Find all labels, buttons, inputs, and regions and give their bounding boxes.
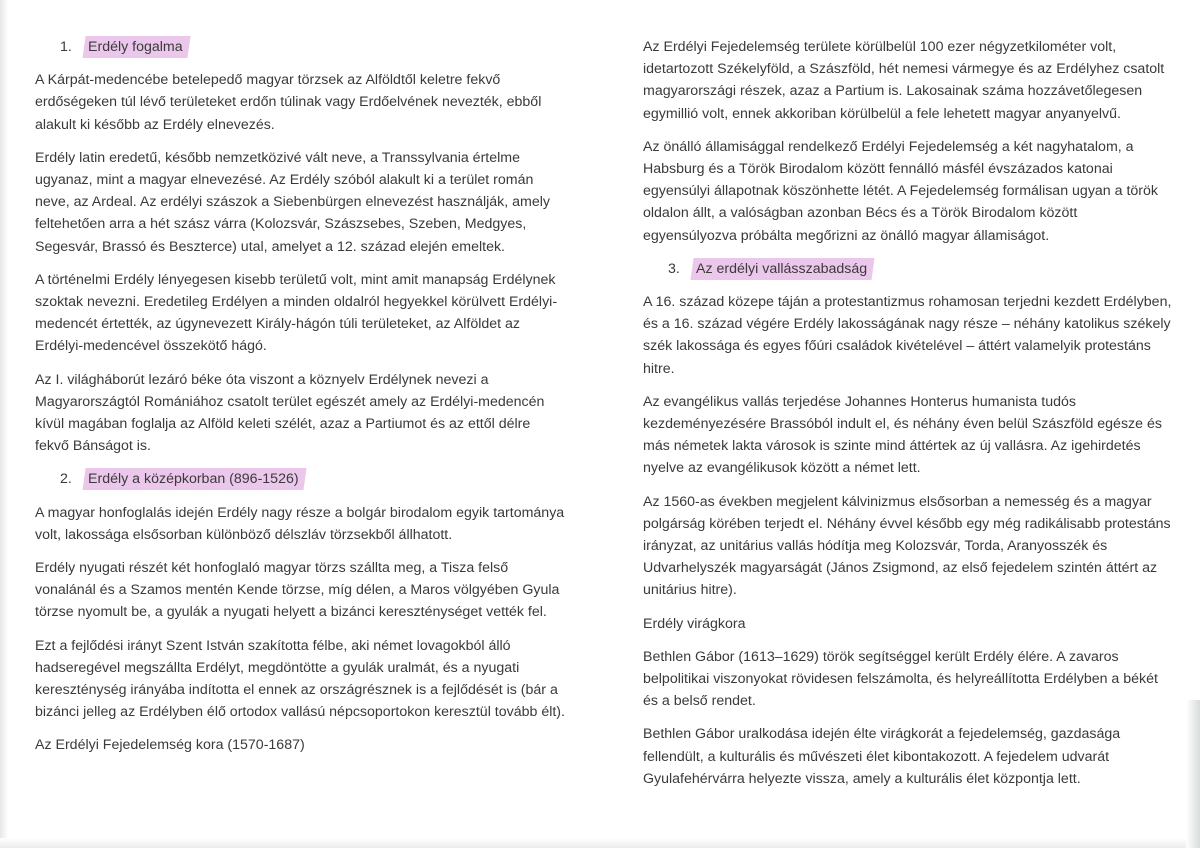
section-heading-2 — [35, 468, 565, 490]
paragraph: Az evangélikus vallás terjedése Johannes Honterus humanista tudós kezdeményezésére Brassóból indult el, és néhány éven belül Szászföld egésze és más németek lakta városok is szinte mind áttértek az új vallásra. Az igehirdetés nyelve az evangélikusok között a német lett. — [643, 393, 1162, 477]
section-number: 2. — [60, 471, 72, 488]
paragraph: Erdély latin eredetű, később nemzetközivé vált neve, a Transsylvania értelme ugyanaz, mint a magyar elnevezésé. Az Erdély szóból alakult ki a terület román neve, az Ardeal. Az erdélyi szászok a Siebenbürgen elnevezést használják, amely feltehetően arra a hét szász várra (Kolozsvár, Szászsebes, Szeben, Medgyes, Segesvár, Brassó és Beszterce) utal, amelyet a 12. század elején emeltek. — [35, 149, 550, 255]
paragraph: A 16. század közepe táján a protestantizmus rohamosan terjedni kezdett Erdélyben, és a 16. század végére Erdély lakosságának nagy része – néhány katolikus székely szék lakossága és egyes főúri családok kivételével – áttért valamelyik protestáns hitre. — [643, 294, 1172, 377]
paragraph: A Kárpát-medencébe betelepedő magyar törzsek az Alföldtől keletre fekvő erdőségeken túl lévő területeket erdőn túlinak vagy Erdőelvének nevezték, ebből alakult ki később az Erdély elnevezés. — [35, 72, 542, 133]
paragraph: Bethlen Gábor (1613–1629) török segítséggel került Erdély élére. A zavaros belpolitikai viszonyokat rövidesen felszámolta, és helyreállította Erdélyben a békét és a belső rendet. — [643, 648, 1158, 710]
scan-shadow-left — [0, 0, 8, 848]
scan-shadow-bottom — [0, 838, 1200, 848]
paragraph: Az Erdélyi Fejedelemség területe körülbelül 100 ezer négyzetkilométer volt, idetartozott Székelyföld, a Szászföld, hét nemesi vármegye és az Erdélyhez csatolt magyarországi részek, azaz a Partium is. Lakosainak száma hozzávetőlegesen egymillió volt, ennek akkoriban körülbelül a fele lehetett magyar anyanyelvű. — [643, 39, 1165, 122]
section-number: 1. — [60, 39, 72, 55]
section-heading-3 — [643, 258, 1173, 280]
paragraph: Az I. világháborút lezáró béke óta viszont a köznyelv Erdélynek nevezi a Magyarországtól Romániához csatolt terület egészét amely az Erdélyi-medencén kívül magában foglalja az Alföld keleti szélét, azaz a Partiumot és az ettől délre fekvő Bánságot is. — [35, 371, 545, 455]
section-title: Erdély a középkorban (896-1526) — [88, 471, 299, 488]
paragraph: Ezt a fejlődési irányt Szent István szakította félbe, aki német lovagokból álló hadseregével megszállta Erdélyt, megdöntötte a gyulák uralmát, és a nyugati kereszténység irányába indította el ennek az országrésznek is a fejlődését is (bár a bizánci jelleg az Erdélyben élő ortodox vallású népcsoportokon keresztül tovább élt). — [35, 637, 565, 721]
subheading: Az Erdélyi Fejedelemség kora (1570-1687) — [35, 737, 305, 754]
right-column — [643, 36, 1173, 801]
highlight-mark — [82, 468, 306, 490]
paragraph: A történelmi Erdély lényegesen kisebb területű volt, mint amit manapság Erdélynek szoktak nevezni. Eredetileg Erdélyen a minden oldalról hegyekkel körülvett Erdélyi-medencét értették, az úgynevezett Király-hágón túli területeket, az Alföldet az Erdélyi-medencével összekötő hágó. — [35, 271, 558, 355]
section-title: Erdély fogalma — [88, 39, 183, 55]
paragraph: A magyar honfoglalás idején Erdély nagy része a bolgár birodalom egyik tartománya volt, lakossága elsősorban különböző délszláv törzsekből állhatott. — [35, 504, 565, 543]
section-title: Az erdélyi vallásszabadság — [696, 260, 868, 277]
paragraph: Az 1560-as években megjelent kálvinizmus elsősorban a nemesség és a magyar polgárság körében terjedt el. Néhány évvel később egy még radikálisabb protestáns irányzat, az unitárius vallás hódítja meg Kolozsvár, Torda, Aranyosszék és Udvarhelyszék magyarságát (János Zsigmond, az első fejedelem szintén áttért az unitárius hitre). — [643, 493, 1171, 599]
left-column — [35, 0, 565, 768]
paragraph: Bethlen Gábor uralkodása idején élte virágkorát a fejedelemség, gazdasága fellendült, a kulturális és művészeti élet kibontakozott. A fejedelem udvarát Gyulafehérvárra helyezte vissza, amely a kulturális élet központja lett. — [643, 726, 1121, 787]
subheading: Erdély virágkora — [643, 615, 746, 632]
scan-shadow-right — [1186, 700, 1200, 848]
highlight-mark — [690, 258, 874, 280]
highlight-mark — [82, 36, 190, 58]
paragraph: Erdély nyugati részét két honfoglaló magyar törzs szállta meg, a Tisza felső vonalánál és a Szamos mentén Kende törzse, míg délen, a Maros völgyében Gyula törzse nyomult be, a gyulák a nyugati helyett a bizánci kereszténységet vették fel. — [35, 560, 560, 621]
paragraph: Az önálló államisággal rendelkező Erdélyi Fejedelemség a két nagyhatalom, a Habsburg és a Török Birodalom között fennálló másfél évszázados katonai egyensúlyi állapotnak köszönhette létét. A Fejedelemség formálisan ugyan a török oldalon állt, a valóságban azonban Bécs és a Török Birodalom között egyensúlyozva próbálta megőrizni az önálló magyar államiságot. — [643, 138, 1159, 244]
section-heading-1 — [35, 36, 565, 58]
section-number: 3. — [668, 260, 680, 277]
